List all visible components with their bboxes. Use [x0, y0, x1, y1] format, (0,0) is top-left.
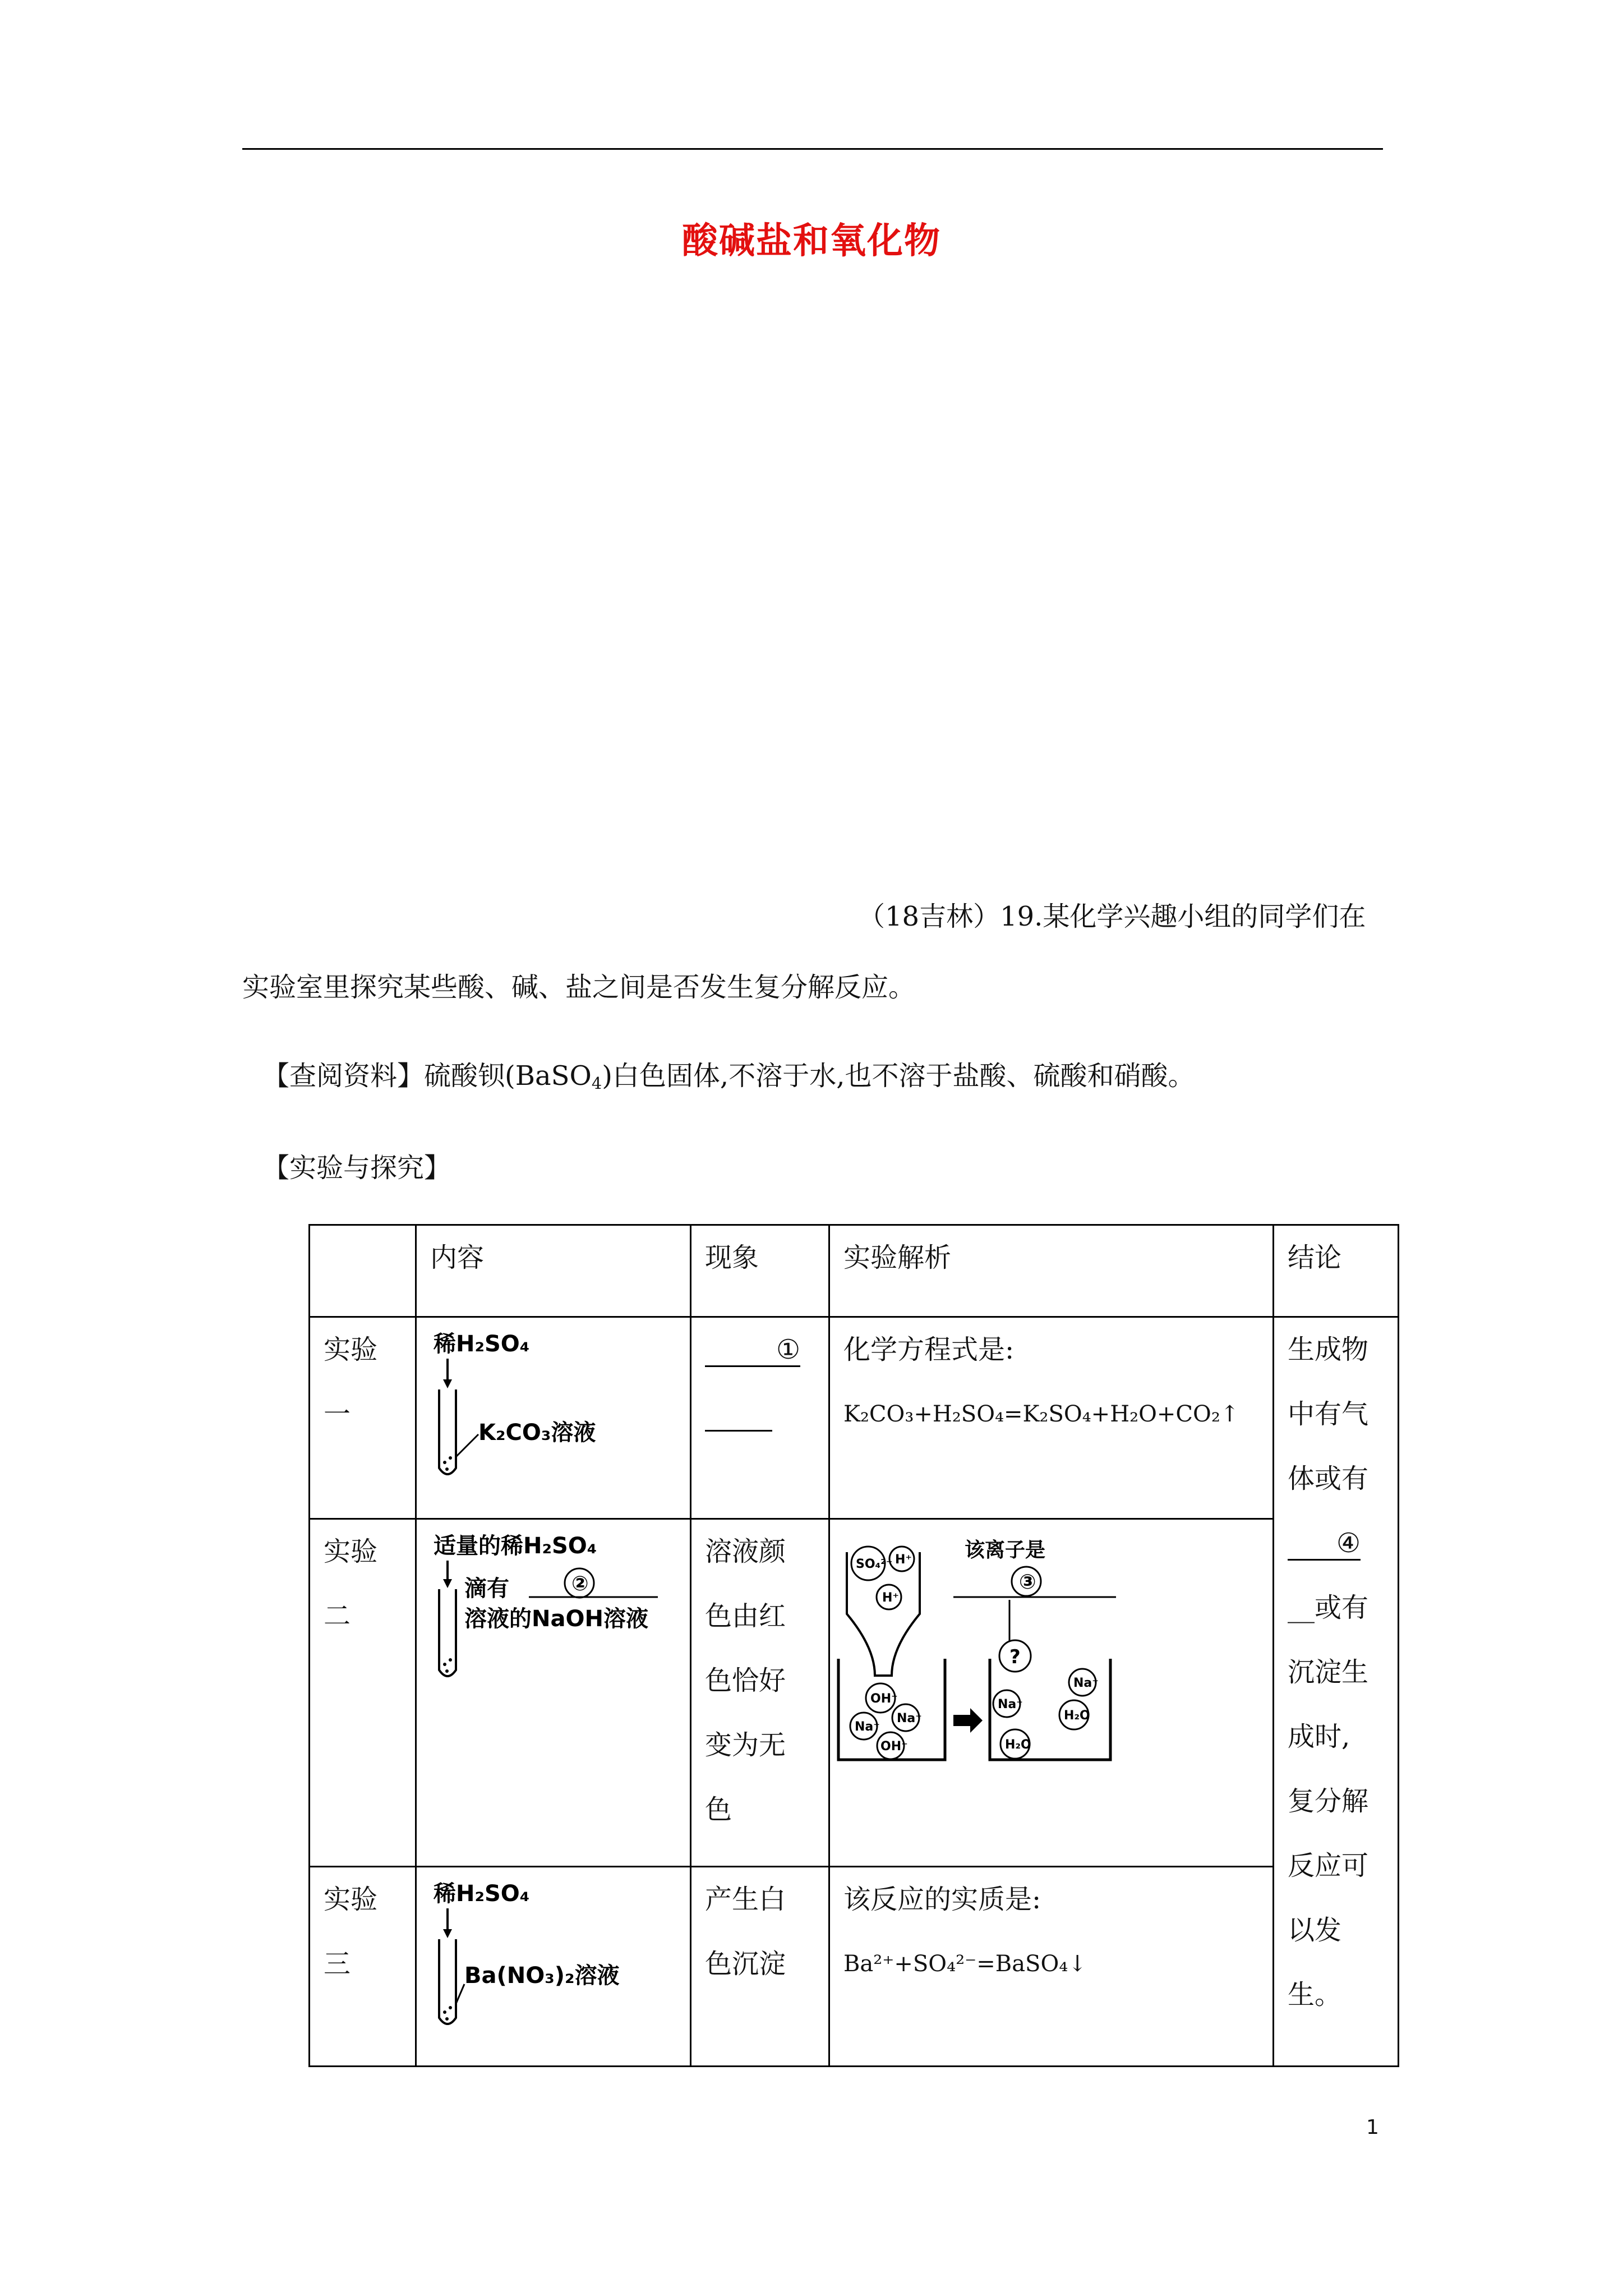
arrow-head-icon: [443, 1579, 452, 1588]
blank-1[interactable]: ①: [705, 1334, 800, 1367]
experiment-name: 实验 二: [310, 1519, 416, 1867]
header-cell-phenomenon: 现象: [691, 1225, 829, 1317]
ion-reaction-diagram: [836, 1530, 1127, 1777]
svg-text:H₂O: H₂O: [1064, 1709, 1090, 1723]
header-cell-analysis: 实验解析: [829, 1225, 1274, 1317]
page-title: 酸碱盐和氧化物: [682, 220, 941, 262]
svg-text:H₂O: H₂O: [1005, 1738, 1031, 1752]
blank-2[interactable]: ②: [571, 1572, 589, 1595]
header-cell-empty: [310, 1225, 416, 1317]
svg-text:OH⁻: OH⁻: [880, 1740, 908, 1754]
solution-label: K₂CO₃溶液: [478, 1420, 596, 1446]
blank-1-continued: [705, 1398, 772, 1432]
test-tube-diagram: [422, 1530, 680, 1698]
table-row: [310, 1867, 1399, 2067]
svg-text:滴有: 滴有: [464, 1576, 509, 1602]
reference-paragraph: [262, 1059, 1195, 1093]
svg-text:H⁺: H⁺: [895, 1553, 912, 1567]
reagent-label: 稀H₂SO₄: [434, 1881, 530, 1907]
question-source: （18吉林）19.: [858, 901, 1043, 932]
svg-text:Na⁺: Na⁺: [998, 1697, 1023, 1711]
experiment-name: 实验 三: [310, 1867, 416, 2067]
experiment-diagram-cell: [416, 1519, 691, 1867]
svg-text:H⁺: H⁺: [882, 1591, 900, 1605]
test-tube-icon: [439, 1939, 456, 2024]
reagent-label: 适量的稀H₂SO₄: [434, 1533, 597, 1559]
phenomenon-cell: [691, 1317, 829, 1519]
intro-line-1: [858, 900, 1366, 933]
phenomenon-cell: 溶液颜 色由红 色恰好 变为无 色: [691, 1519, 829, 1867]
solution-label: Ba(NO₃)₂溶液: [464, 1963, 620, 1989]
header-cell-content: 内容: [416, 1225, 691, 1317]
intro-line-2: 实验室里探究某些酸、碱、盐之间是否发生复分解反应。: [242, 972, 916, 1003]
experiment-diagram-cell: [416, 1867, 691, 2067]
experiment-table: [308, 1224, 1399, 2067]
experiment-diagram-cell: [416, 1317, 691, 1519]
svg-text:Na⁺: Na⁺: [1073, 1676, 1099, 1690]
phenomenon-cell: 产生白 色沉淀: [691, 1867, 829, 2067]
table-row: [310, 1519, 1399, 1867]
experiment-name: 实验 一: [310, 1317, 416, 1519]
svg-text:Na⁺: Na⁺: [897, 1711, 922, 1726]
header-cell-conclusion: 结论: [1274, 1225, 1399, 1317]
blank-3[interactable]: ③: [1019, 1571, 1036, 1594]
svg-text:Na⁺: Na⁺: [855, 1720, 880, 1734]
reagent-label: 稀H₂SO₄: [434, 1331, 530, 1357]
svg-text:OH⁻: OH⁻: [870, 1692, 898, 1706]
reference-label: 【查阅资料】: [262, 1060, 425, 1092]
analysis-cell: 化学方程式是: K₂CO₃+H₂SO₄=K₂SO₄+H₂O+CO₂↑: [829, 1317, 1274, 1519]
intro-text-1: 某化学兴趣小组的同学们在: [1043, 901, 1366, 932]
table-header-row: [310, 1225, 1399, 1317]
test-tube-icon: [439, 1589, 456, 1676]
chemical-equation: K₂CO₃+H₂SO₄=K₂SO₄+H₂O+CO₂↑: [843, 1401, 1239, 1427]
arrow-right-icon: [953, 1708, 983, 1733]
reference-subscript: 4: [591, 1074, 602, 1093]
section-label: 【实验与探究】: [262, 1152, 451, 1184]
test-tube-icon: [439, 1389, 456, 1474]
reference-text-b: )白色固体,不溶于水,也不溶于盐酸、硫酸和硝酸。: [602, 1060, 1195, 1092]
ionic-equation: Ba²⁺+SO₄²⁻=BaSO₄↓: [843, 1951, 1087, 1977]
analysis-cell: [829, 1519, 1274, 1867]
svg-text:?: ?: [1009, 1646, 1021, 1668]
ion-question-label: 该离子是: [965, 1539, 1046, 1562]
analysis-cell: 该反应的实质是: Ba²⁺+SO₄²⁻=BaSO₄↓: [829, 1867, 1274, 2067]
page-number: 1: [1366, 2116, 1379, 2139]
table-row: [310, 1317, 1399, 1519]
reference-text-a: 硫酸钡(BaSO: [424, 1060, 592, 1092]
arrow-head-icon: [443, 1929, 452, 1938]
header-rule: [242, 148, 1383, 150]
conclusion-cell: 生成物 中有气 体或有 ④ __或有 沉淀生 成时, 复分解 反应可 以发生。: [1274, 1317, 1399, 2067]
svg-text:溶液的NaOH溶液: 溶液的NaOH溶液: [464, 1606, 648, 1632]
test-tube-diagram: [422, 1328, 607, 1485]
arrow-head-icon: [443, 1379, 452, 1388]
test-tube-diagram: [422, 1878, 635, 2035]
blank-4[interactable]: ④: [1288, 1527, 1361, 1561]
svg-text:SO₄²⁻: SO₄²⁻: [856, 1557, 893, 1571]
